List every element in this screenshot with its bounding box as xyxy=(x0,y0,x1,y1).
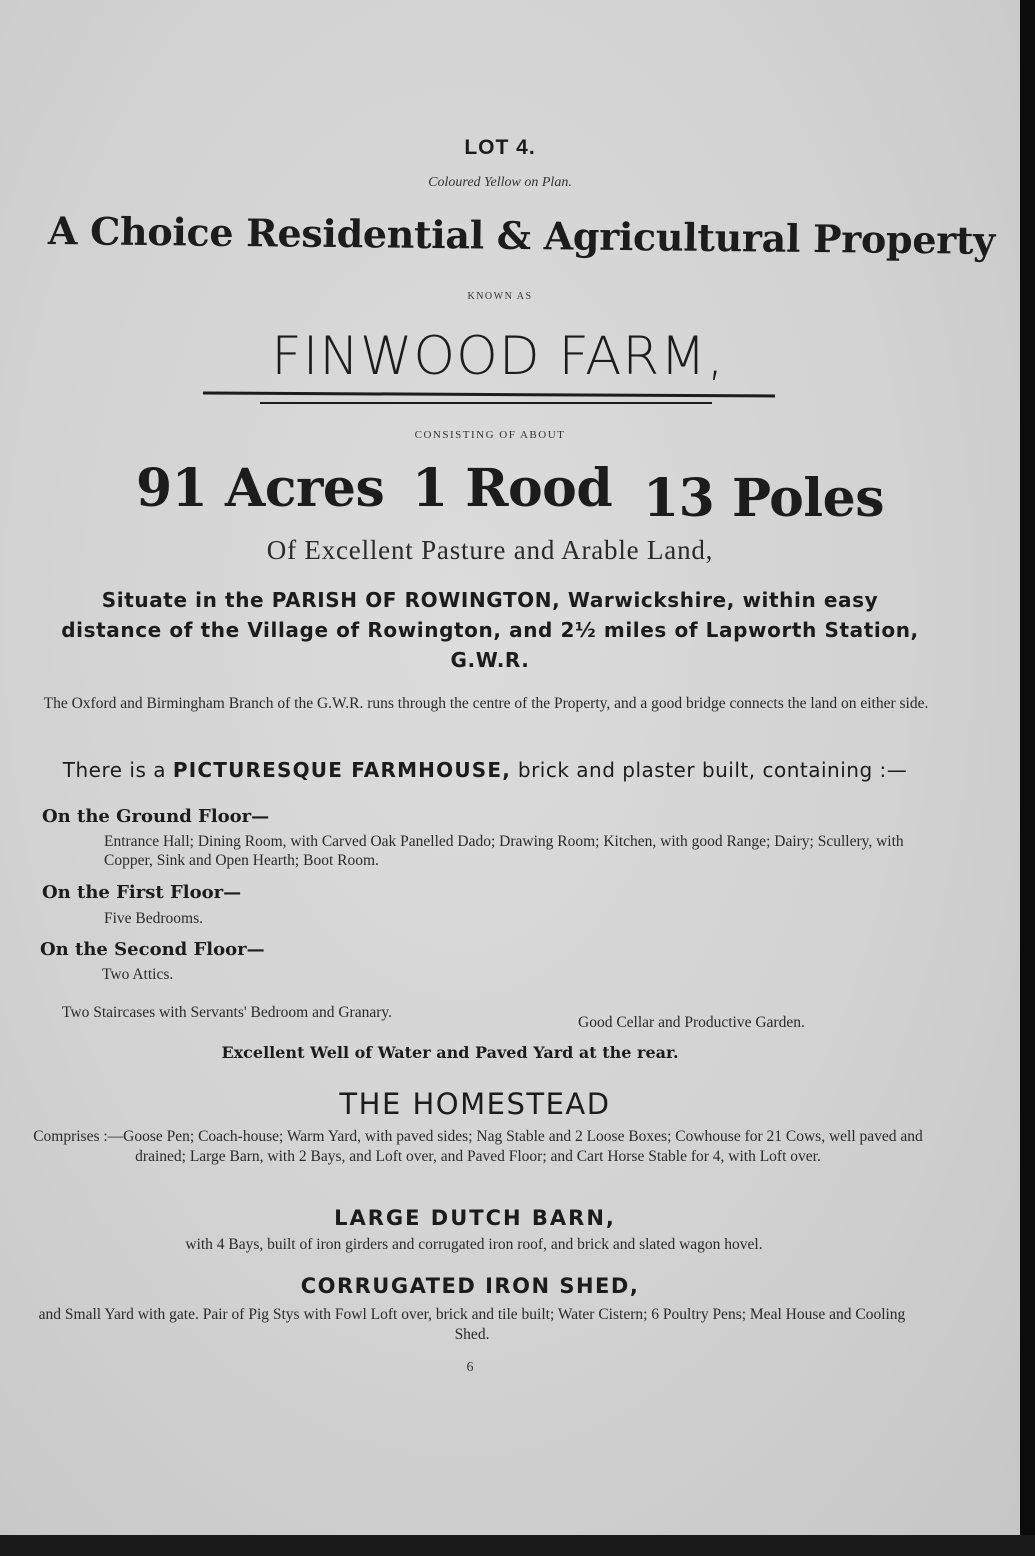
consisting-label: CONSISTING OF ABOUT xyxy=(414,429,566,441)
farmhouse-intro-post: brick and plaster built, containing :— xyxy=(517,758,908,782)
farm-name: FINWOOD FARM, xyxy=(271,326,725,387)
lot-number: LOT 4. xyxy=(464,136,536,159)
first-floor-rooms: Five Bedrooms. xyxy=(104,910,204,927)
first-floor-heading: On the First Floor— xyxy=(42,882,242,903)
ground-floor-heading: On the Ground Floor— xyxy=(42,806,270,827)
dutch-barn-description: with 4 Bays, built of iron girders and corrugated iron roof, and brick and slated wagon hovel. xyxy=(185,1236,763,1253)
acreage-rood: 1 Rood xyxy=(412,458,613,519)
farmhouse-emphasis: PICTURESQUE FARMHOUSE, xyxy=(172,758,512,782)
iron-shed-heading: CORRUGATED IRON SHED, xyxy=(300,1274,640,1298)
location-paragraph: Situate in the PARISH OF ROWINGTON, Warwickshire, within easy distance of the Village of Rowington, and 2½ miles of Lapworth Station, G.W.R. xyxy=(61,588,919,672)
farmhouse-intro-pre: There is a xyxy=(62,758,166,782)
homestead-heading: THE HOMESTEAD xyxy=(339,1087,611,1121)
farmhouse-intro xyxy=(50,757,920,784)
second-floor-heading: On the Second Floor— xyxy=(40,939,265,960)
page-number: 6 xyxy=(466,1360,474,1375)
land-description: Of Excellent Pasture and Arable Land, xyxy=(266,535,714,565)
underline-rule-short xyxy=(260,402,712,404)
dutch-barn-heading: LARGE DUTCH BARN, xyxy=(334,1206,616,1230)
staircases-note: Two Staircases with Servants' Bedroom and Granary. xyxy=(62,1004,392,1021)
homestead-description: Comprises :—Goose Pen; Coach-house; Warm Yard, with paved sides; Nag Stable and 2 Loose Boxes; Cowhouse for 21 Cows, well paved and drained; Large Barn, with 2 Bays, and Loft over, and Paved Floor; and Cart Horse Stable for 4, with Loft over. xyxy=(33,1128,923,1165)
iron-shed-description: and Small Yard with gate. Pair of Pig Stys with Fowl Loft over, brick and tile built; Water Cistern; 6 Poultry Pens; Meal House and Cooling Shed. xyxy=(38,1306,906,1343)
railway-note: The Oxford and Birmingham Branch of the G.W.R. runs through the centre of the Property, and a good bridge connects the land on either side. xyxy=(43,695,929,712)
well-note: Excellent Well of Water and Paved Yard at the rear. xyxy=(221,1043,679,1062)
known-as-label: KNOWN AS xyxy=(467,291,533,302)
underline-rule xyxy=(203,392,775,398)
second-floor-rooms: Two Attics. xyxy=(102,966,174,983)
cellar-note: Good Cellar and Productive Garden. xyxy=(578,1014,805,1031)
headline: A Choice Residential & Agricultural Property xyxy=(47,208,996,263)
plan-colour-note: Coloured Yellow on Plan. xyxy=(428,175,572,190)
page-edge-shadow xyxy=(0,1535,1035,1556)
acreage-poles: 13 Poles xyxy=(643,468,884,529)
acreage-acres: 91 Acres xyxy=(136,458,385,519)
ground-floor-rooms: Entrance Hall; Dining Room, with Carved Oak Panelled Dado; Drawing Room; Kitchen, with good Range; Dairy; Scullery, with Copper, Sink and Open Hearth; Boot Room. xyxy=(104,833,904,869)
